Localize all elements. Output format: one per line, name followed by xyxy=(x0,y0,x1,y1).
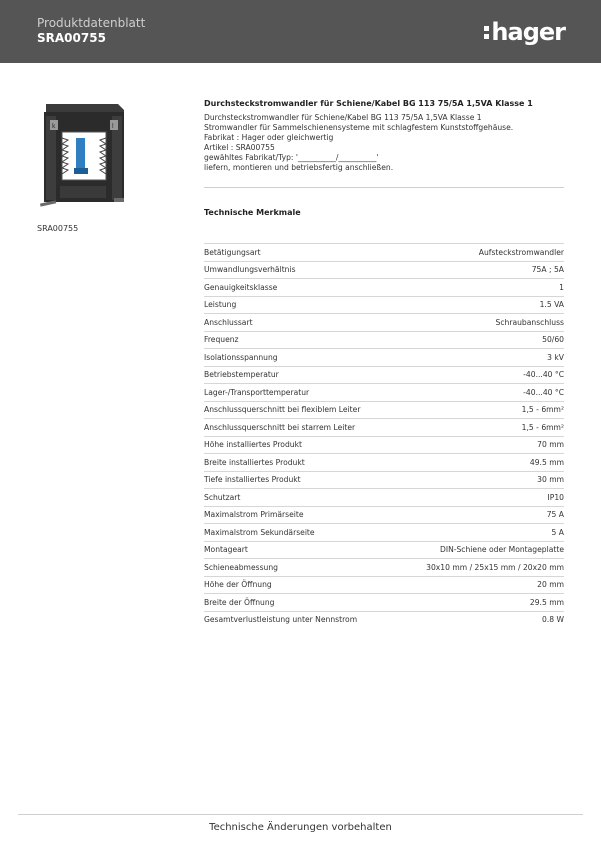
product-description xyxy=(204,99,564,173)
spec-row xyxy=(204,611,564,629)
page-header xyxy=(0,0,601,63)
spec-label: Betätigungsart xyxy=(204,247,261,257)
hager-logo xyxy=(484,18,565,46)
spec-label: Tiefe installiertes Produkt xyxy=(204,475,301,485)
spec-row xyxy=(204,558,564,576)
section-divider xyxy=(204,187,564,188)
spec-value: 50/60 xyxy=(542,335,564,345)
spec-label: Leistung xyxy=(204,300,237,310)
logo-dots-icon xyxy=(484,26,489,39)
product-title: Durchsteckstromwandler für Schiene/Kabel BG 113 75/5A 1,5VA Klasse 1 xyxy=(204,99,533,108)
spec-label: Lager-/Transporttemperatur xyxy=(204,387,310,397)
spec-row xyxy=(204,331,564,349)
spec-label: Umwandlungsverhältnis xyxy=(204,265,296,275)
spec-row xyxy=(204,278,564,296)
spec-value: 1,5 - 6mm² xyxy=(521,422,564,432)
spec-row xyxy=(204,243,564,261)
spec-value: Schraubanschluss xyxy=(495,317,564,327)
spec-label: Schieneabmessung xyxy=(204,562,278,572)
spec-row xyxy=(204,296,564,314)
spec-label: Breite der Öffnung xyxy=(204,597,275,607)
footer-note: Technische Änderungen vorbehalten xyxy=(209,822,392,833)
document-type: Produktdatenblatt xyxy=(37,16,146,30)
spec-label: Genauigkeitsklasse xyxy=(204,282,278,292)
spec-value: 30x10 mm / 25x15 mm / 20x20 mm xyxy=(426,562,564,572)
specs-table xyxy=(204,243,564,628)
spec-label: Anschlussquerschnitt bei starrem Leiter xyxy=(204,422,356,432)
spec-row xyxy=(204,541,564,559)
spec-row xyxy=(204,348,564,366)
spec-value: 70 mm xyxy=(537,440,564,450)
spec-value: 3 kV xyxy=(547,352,564,362)
spec-value: -40...40 °C xyxy=(523,370,564,380)
spec-label: Höhe installiertes Produkt xyxy=(204,440,302,450)
spec-value: 1.5 VA xyxy=(539,300,564,310)
spec-row xyxy=(204,576,564,594)
description-line: Artikel : SRA00755 xyxy=(204,143,275,152)
spec-value: 0.8 W xyxy=(542,615,564,625)
spec-row xyxy=(204,471,564,489)
spec-label: Anschlussquerschnitt bei flexiblem Leiter xyxy=(204,405,361,415)
spec-value: 20 mm xyxy=(537,580,564,590)
spec-row xyxy=(204,506,564,524)
spec-label: Anschlussart xyxy=(204,317,253,327)
spec-row xyxy=(204,418,564,436)
spec-label: Schutzart xyxy=(204,492,241,502)
spec-value: 30 mm xyxy=(537,475,564,485)
description-line: Durchsteckstromwandler für Schiene/Kabel BG 113 75/5A 1,5VA Klasse 1 xyxy=(204,113,482,122)
spec-label: Höhe der Öffnung xyxy=(204,580,272,590)
spec-row xyxy=(204,523,564,541)
svg-text:k: k xyxy=(52,123,56,130)
spec-label: Maximalstrom Primärseite xyxy=(204,510,304,520)
spec-row xyxy=(204,593,564,611)
image-caption: SRA00755 xyxy=(37,224,79,233)
spec-value: 75A ; 5A xyxy=(531,265,564,275)
spec-row xyxy=(204,313,564,331)
description-line: liefern, montieren und betriebsfertig anschließen. xyxy=(204,163,394,172)
description-line: Stromwandler für Sammelschienensysteme mit schlagfestem Kunststoffgehäuse. xyxy=(204,123,514,132)
spec-row xyxy=(204,261,564,279)
spec-row xyxy=(204,401,564,419)
description-line: gewähltes Fabrikat/Typ: '__________/__________' xyxy=(204,153,379,162)
spec-row xyxy=(204,383,564,401)
spec-value: 49.5 mm xyxy=(529,457,564,467)
product-image xyxy=(36,98,130,216)
spec-row xyxy=(204,366,564,384)
spec-label: Gesamtverlustleistung unter Nennstrom xyxy=(204,615,358,625)
spec-value: IP10 xyxy=(547,492,564,502)
spec-label: Frequenz xyxy=(204,335,239,345)
spec-value: 1 xyxy=(559,282,564,292)
spec-value: Aufsteckstromwandler xyxy=(478,247,564,257)
specs-heading: Technische Merkmale xyxy=(204,208,301,217)
spec-value: DIN-Schiene oder Montageplatte xyxy=(439,545,564,555)
spec-row xyxy=(204,436,564,454)
spec-row xyxy=(204,453,564,471)
document-id: SRA00755 xyxy=(37,31,106,45)
logo-wordmark: hager xyxy=(491,18,565,46)
description-line: Fabrikat : Hager oder gleichwertig xyxy=(204,133,334,142)
spec-value: 75 A xyxy=(546,510,564,520)
spec-value: 5 A xyxy=(551,527,564,537)
spec-label: Breite installiertes Produkt xyxy=(204,457,305,467)
spec-row xyxy=(204,488,564,506)
spec-value: 1,5 - 6mm² xyxy=(521,405,564,415)
spec-value: 29.5 mm xyxy=(529,597,564,607)
spec-label: Betriebstemperatur xyxy=(204,370,279,380)
spec-label: Montageart xyxy=(204,545,248,555)
spec-label: Isolationsspannung xyxy=(204,352,278,362)
spec-label: Maximalstrom Sekundärseite xyxy=(204,527,315,537)
spec-value: -40...40 °C xyxy=(523,387,564,397)
footer-divider xyxy=(18,814,583,815)
svg-text:l: l xyxy=(112,123,114,130)
